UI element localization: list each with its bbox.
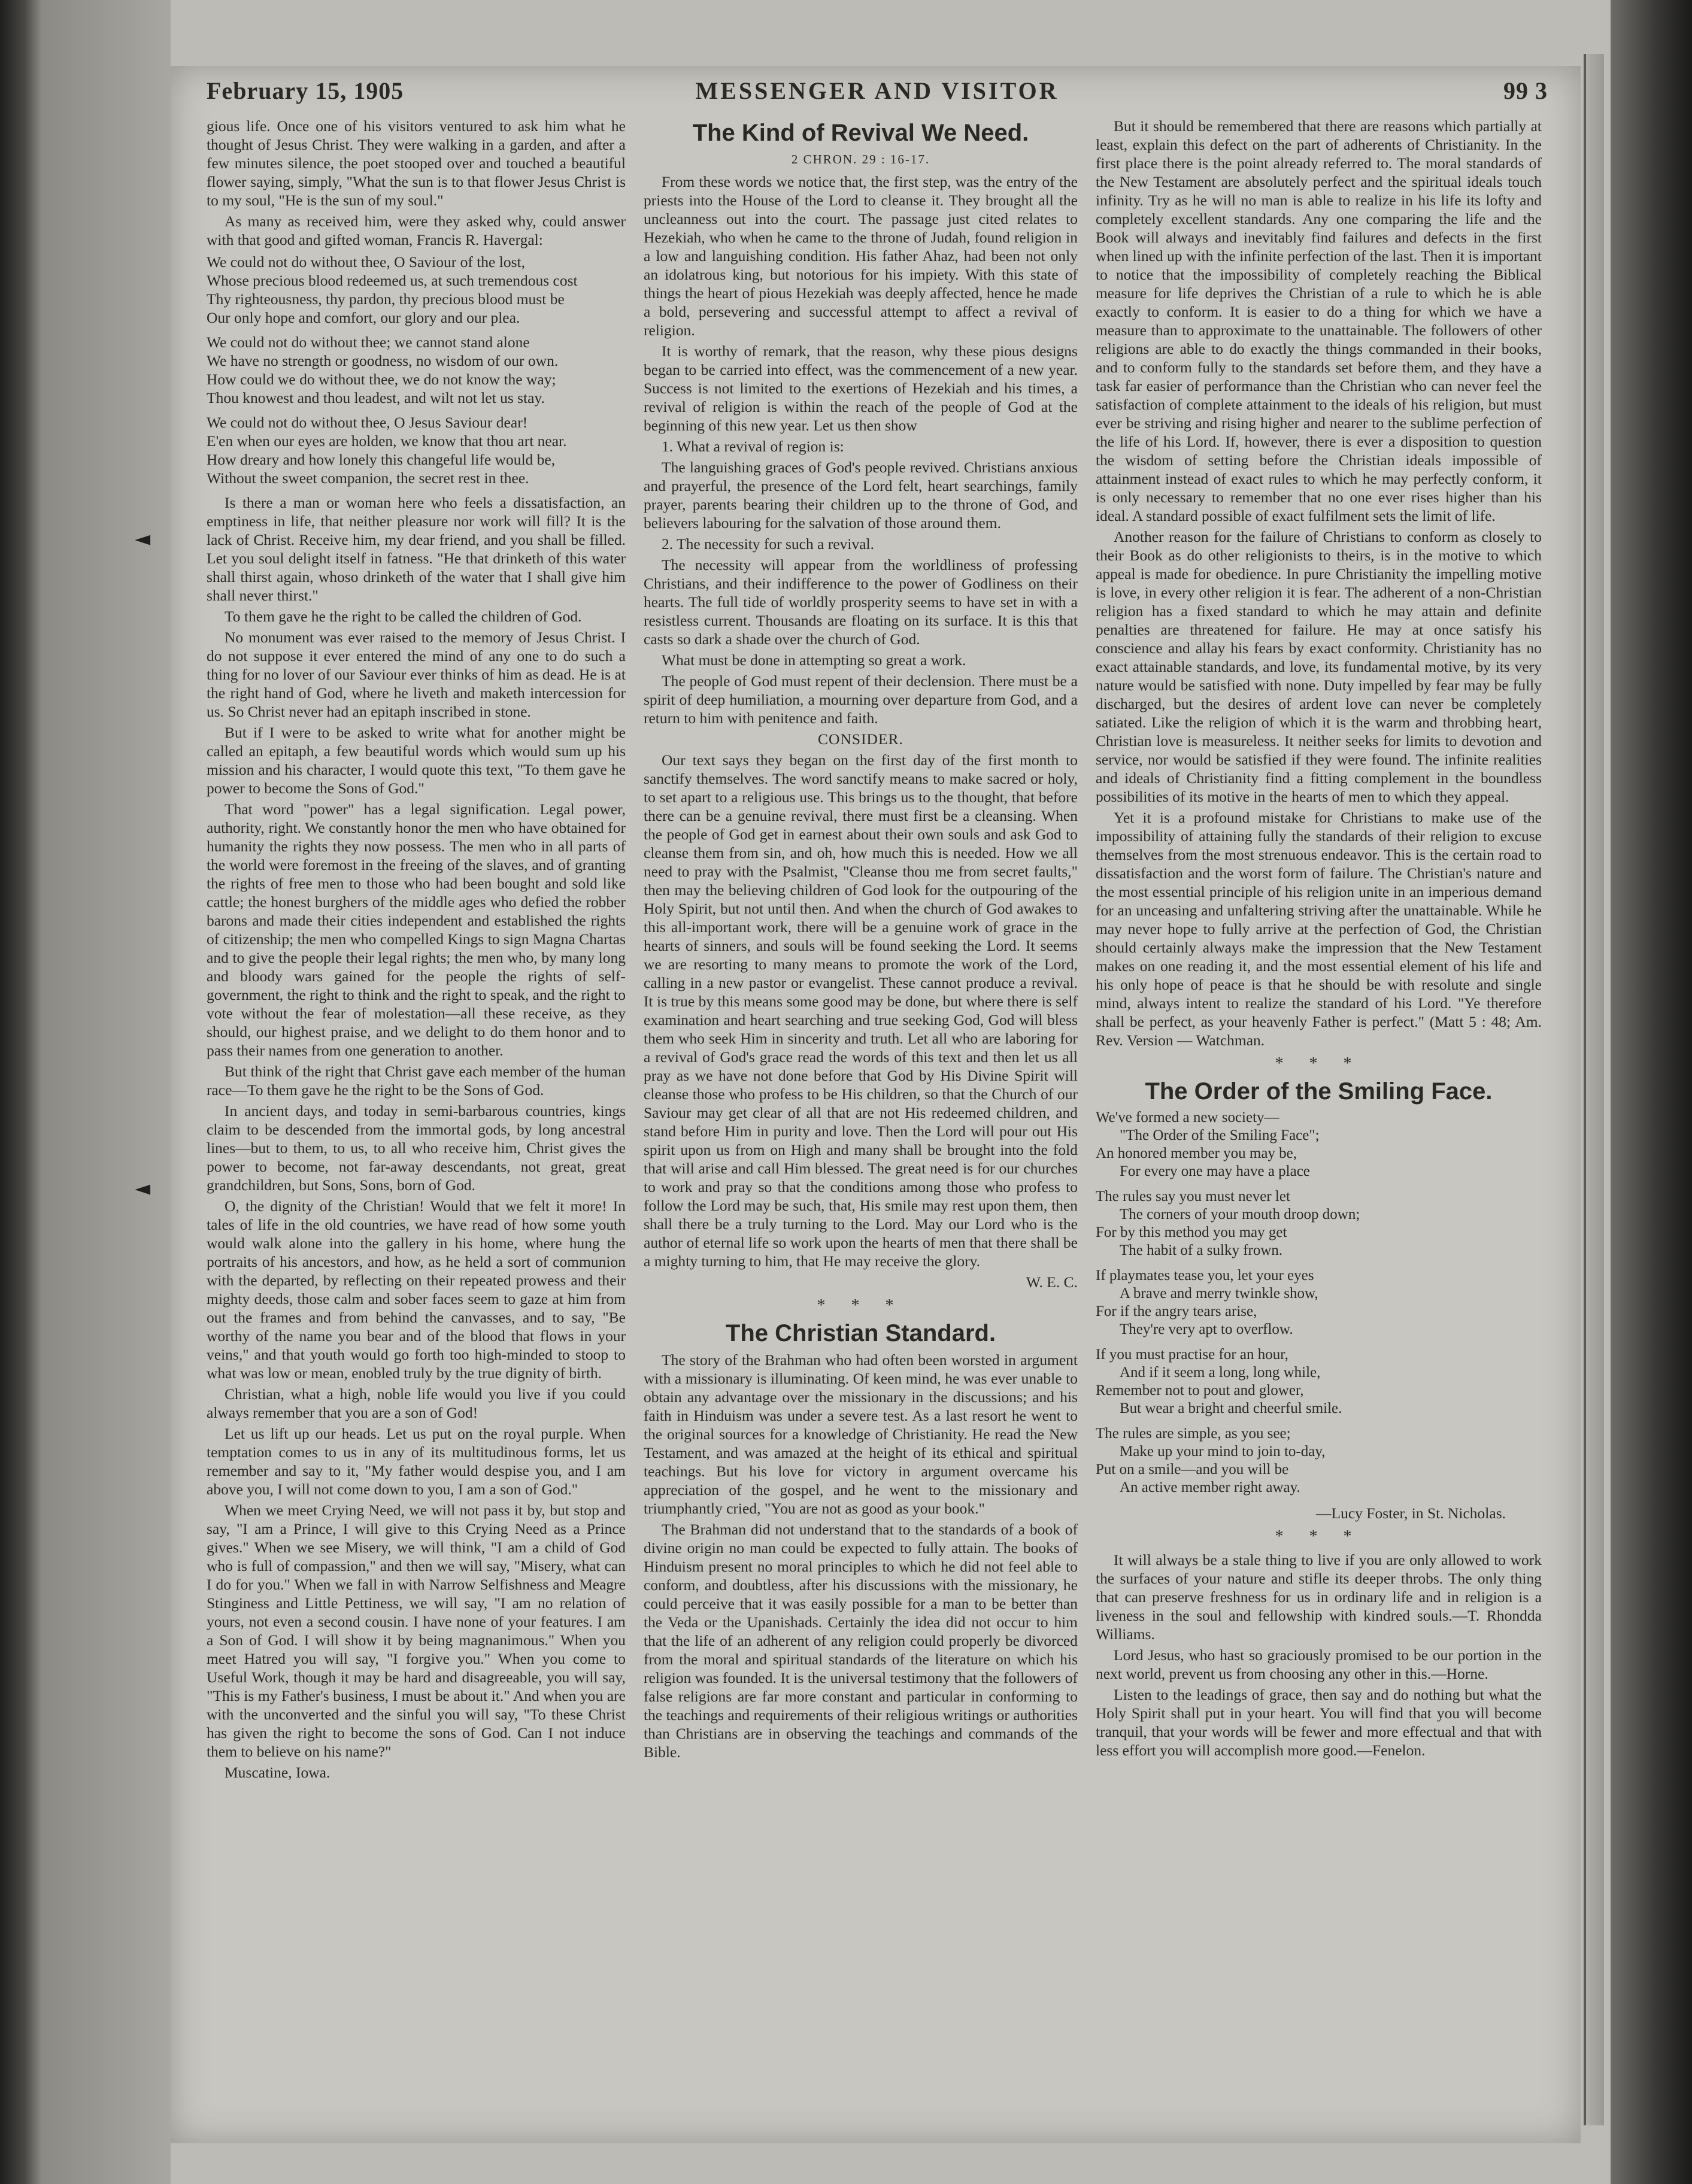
hymn-line: Thy righteousness, thy pardon, thy precious blood must be — [207, 290, 565, 308]
newspaper-page — [171, 66, 1581, 2143]
scan-margin-left — [42, 0, 171, 2184]
header-date: February 15, 1905 — [207, 77, 404, 104]
paragraph: That word "power" has a legal signification. Legal power, authority, right. We constantly honor the men who have obtained for humanity the rights they now possess. The men who in all parts of the world were foremost in the freeing of the slaves, and of granting the rights of free men to those who had been bought and sold like cattle; the honest burghers of the middle ages who defied the robber barons and made their cities independent and established the rights of citizenship; the men who compelled Kings to sign Magna Chartas and to give the people their legal rights; the men who, by many long and bloody wars gained for the people the rights of self-government, the right to think and the right to speak, and the right to vote without the fear of molestation—all these receive, as they should, our highest praise, and we delight to do them honor and to pass their names from one generation to another. — [207, 800, 626, 1059]
paragraph: Lord Jesus, who hast so graciously promised to be our portion in the next world, prevent us from choosing any other in this.—Horne. — [1096, 1646, 1542, 1682]
poem-line: For if the angry tears arise, — [1096, 1303, 1257, 1320]
article-headline: The Christian Standard. — [725, 1320, 996, 1346]
poem-line: The corners of your mouth droop down; — [1120, 1206, 1360, 1223]
poem — [1096, 1109, 1542, 1497]
section-separator: * * * — [1275, 1527, 1363, 1546]
poem-line: If playmates tease you, let your eyes — [1096, 1267, 1314, 1284]
poem-line: The rules are simple, as you see; — [1096, 1425, 1291, 1442]
paragraph: No monument was ever raised to the memory of Jesus Christ. I do not suppose it ever entered the mind of any one to do such a thing for no lover of our Saviour ever thinks of him as dead. He is at the right hand of God, where he liveth and maketh intercession for us. So Christ never had an epitaph inscribed in stone. — [207, 629, 626, 720]
poem-line: Put on a smile—and you will be — [1096, 1461, 1289, 1478]
header-page-number: 99 3 — [1503, 77, 1548, 104]
poem-line: The habit of a sulky frown. — [1120, 1242, 1283, 1258]
paragraph: Is there a man or woman here who feels a dissatisfaction, an emptiness in life, that neither pleasure nor work will fill? It is the lack of Christ. Receive him, my dear friend, and you shall be filled. Let you soul delight itself in fatness. "He that drinketh of this water shall thirst again, whoso drinketh of the water that I shall give him shall never thirst." — [207, 494, 626, 604]
poem-line: For every one may have a place — [1120, 1163, 1310, 1179]
poem-line: Make up your mind to join to-day, — [1120, 1443, 1326, 1460]
paragraph: gious life. Once one of his visitors ventured to ask him what he thought of Jesus Christ. They were walking in a garden, and after a few minutes silence, the poet stooped over and touched a beautiful flower saying, simply, "What the sun is to that flower Jesus Christ is to my soul, "He is the sun of my soul." — [207, 117, 626, 209]
paragraph: To them gave he the right to be called the children of God. — [225, 608, 582, 625]
paragraph: The necessity will appear from the worldliness of professing Christians, and their indifference to the power of Godliness on their hearts. The full tide of worldly prosperity seems to have set in with a resistless current. Thousands are floating on its surface. It is this that casts so dark a shade over the church of God. — [644, 556, 1078, 648]
section-subhead: CONSIDER. — [818, 730, 903, 748]
poem-line: The rules say you must never let — [1096, 1188, 1290, 1205]
hymn-line: E'en when our eyes are holden, we know that thou art near. — [207, 432, 567, 450]
paragraph: Another reason for the failure of Christians to conform as closely to their Book as do other religionists to theirs, is in the motive to which appeal is made for obedience. In pure Christianity the impelling motive is love, in every other religion it is fear. The adherent of a non-Christian religion has a fixed standard to which he may attain and definite penalties are threatened for failure. He may at once satisfy his conscience and allay his fears by exact conformity. Christianity has no exact attainable standards, and love, its fundamental motive, by its very nature would be satisfied with none. Duty impelled by fear may be fully discharged, but the desires of ardent love can never be completely satiated. Like the religion of which it is the warm and throbbing heart, Christian love is measureless. It neither seeks for limits to devotion and service, nor would be satisfied if they were found. The infinite realities and ideals of Christianity find a fitting complement in the boundless possibilities of its motive in the hearts of men to which they appeal. — [1096, 528, 1542, 805]
hymn-line: Thou knowest and thou leadest, and wilt not let us stay. — [207, 389, 545, 407]
paragraph: Christian, what a high, noble life would you live if you could always remember that you are a son of God! — [207, 1385, 626, 1421]
paragraph: The people of God must repent of their declension. There must be a spirit of deep humiliation, a mourning over departure from God, and a return to him with penitence and faith. — [644, 672, 1078, 727]
paragraph: In ancient days, and today in semi-barbarous countries, kings claim to be descended from the immortal gods, by long ancestral lines—but to them, to us, to all who receive him, Christ gives the power to become, not far-away descendants, not great, great grandchildren, but Sons, Sons, born of God. — [207, 1102, 626, 1194]
hymn-line: How could we do without thee, we do not know the way; — [207, 371, 556, 388]
poem-line: An honored member you may be, — [1096, 1145, 1297, 1161]
paragraph: The story of the Brahman who had often been worsted in argument with a missionary is illuminating. Of keen mind, he was ever unable to obtain any advantage over the missionary in the discussions; and his faith in Hinduism was under a severe test. As a last resort he went to the original sources for a knowledge of Christianity. He read the New Testament, and was amazed at the height of its ethical and spiritual teachings. But his love for victory in argument overcame his appreciation of the gospel, and he went to the missionary and triumphantly cried, "You are not as good as your book." — [644, 1351, 1078, 1517]
paragraph: It will always be a stale thing to live if you are only allowed to work the surfaces of your nature and stifle its deeper throbs. The only thing that can preserve freshness for us in ordinary life and in religion is a liveness in the soul and fellowship with kindred souls.—T. Rhondda Williams. — [1096, 1551, 1542, 1643]
paragraph: The languishing graces of God's people revived. Christians anxious and prayerful, the presence of the Lord felt, heart searchings, family prayer, parents bearing their children up to the throne of God, and believers labouring for the salvation of those around them. — [644, 459, 1078, 532]
poem-line: We've formed a new society— — [1096, 1109, 1279, 1126]
hymn-quote — [207, 253, 626, 487]
poem-line: They're very apt to overflow. — [1120, 1321, 1293, 1337]
hymn-line: We could not do without thee, O Jesus Saviour dear! — [207, 414, 528, 431]
hymn-line: We could not do without thee; we cannot stand alone — [207, 333, 530, 351]
column-1 — [207, 117, 626, 2134]
poem-line: For by this method you may get — [1096, 1224, 1287, 1240]
poem-stanza-break — [1096, 1339, 1542, 1346]
scan-border-left — [0, 0, 42, 2184]
paragraph: It is worthy of remark, that the reason, why these pious designs began to be carried into effect, was the commencement of a new year. Success is not limited to the exertions of Hezekiah and his times, a revival of religion is within the reach of the people of God at the beginning of this new year. Let us then show — [644, 342, 1078, 434]
poem-line: A brave and merry twinkle show, — [1120, 1285, 1318, 1302]
paragraph: What must be done in attempting so great a work. — [662, 651, 966, 669]
poem-line: Remember not to pout and glower, — [1096, 1382, 1304, 1399]
hymn-line: Without the sweet companion, the secret rest in thee. — [207, 469, 529, 487]
margin-arrow-mark: ◄ — [135, 1176, 151, 1200]
section-separator: * * * — [817, 1296, 905, 1315]
header-title: MESSENGER AND VISITOR — [695, 77, 1059, 104]
poem-line: If you must practise for an hour, — [1096, 1346, 1288, 1363]
hymn-line: Our only hope and comfort, our glory and our plea. — [207, 309, 520, 326]
paragraph: O, the dignity of the Christian! Would that we felt it more! In tales of life in the old countries, we have read of how some youth would walk alone into the gallery in his home, where hung the portraits of his ancestors, and how, as he held a sort of communion with the departed, by reflecting on their repeated prowess and their mighty deeds, those calm and sober faces seem to gaze at him from out the frames and from behind the canvasses, and to say, "Be worthy of the name you bear and of the blood that flows in your veins," and that youth would go forth too high-minded to stoop to what was low or mean, enobled truly by the true dignity of birth. — [207, 1197, 626, 1382]
hymn-line: How dreary and how lonely this changeful life would be, — [207, 451, 556, 468]
dateline: Muscatine, Iowa. — [225, 1764, 330, 1781]
poem-stanza-break — [1096, 1418, 1542, 1425]
poem-stanza-break — [1096, 1260, 1542, 1267]
paragraph: But if I were to be asked to write what for another might be called an epitaph, a few beautiful words which would sum up his mission and his character, I would quote this text, "To them gave he power to become the Sons of God." — [207, 724, 626, 797]
article-headline: The Order of the Smiling Face. — [1145, 1078, 1493, 1105]
paragraph: When we meet Crying Need, we will not pass it by, but stop and say, "I am a Prince, I will give to this Crying Need as a Prince gives." When we see Misery, we will think, "I am a child of God who is full of compassion," and then we will say, "Misery, what can I do for you." When we fall in with Narrow Selfishness and Meagre Stinginess and Little Pettiness, we will say, "I am no relation of yours, not even a second cousin. I have none of your features. I am a Son of God. I will show it by being magnanimous." When you meet Hatred you will say, "I forgive you." When you come to Useful Work, though it may be hard and disagreeable, you will say, "This is my Father's business, I must be about it." And when you are with the unconverted and the sinful you will say, "To these Christ has given the right to become the sons of God. Can I not induce them to believe on his name?" — [207, 1502, 626, 1760]
article-headline: The Kind of Revival We Need. — [692, 120, 1029, 146]
section-separator: * * * — [1275, 1054, 1363, 1073]
hymn-line: Whose precious blood redeemed us, at such tremendous cost — [207, 272, 578, 289]
poem-line: And if it seem a long, long while, — [1120, 1364, 1321, 1381]
paragraph: 1. What a revival of region is: — [662, 438, 844, 455]
paragraph: But think of the right that Christ gave each member of the human race—To them gave he the right to be the Sons of God. — [207, 1063, 626, 1099]
paragraph: Our text says they began on the first day of the first month to sanctify themselves. The word sanctify means to make sacred or holy, to set apart to a religious use. This brings us to the thought, that before there can be a genuine revival, there must first be a cleansing. When the people of God get in earnest about their own souls and ask God to cleanse them from sin, and oh, how much this is needed. How we all need to pray with the Psalmist, "Cleanse thou me from secret faults," then may the believing children of God look for the outpouring of the Holy Spirit, but not until then. And when the church of God awakes to this all-important work, there will be a genuine work of grace in the hearts of sinners, and souls will be found seeking the Lord. It seems we are resorting to many means to promote the work of the Lord, calling in a new pastor or evangelist. These cannot produce a revival. It is true by this means some good may be done, but where there is self examination and heart searching and true seeking God, God will bless them who seek Him in sincerity and truth. Let all who are laboring for a revival of God's grace read the words of this text and then let us all pray as we have not done before that God by His Divine Spirit will cleanse those who profess to be His children, so that the Church of our Saviour may get clear of all that are not His redeemed children, and stand before Him in purity and love. Then the Lord will pour out His spirit upon us from on High and many shall be brought into the fold that will arise and call Him blessed. The great need is for our churches to work and pray so that the conditions among those who profess to follow the Lord may be such, that, His smile may rest upon them, then shall there be a truly turning to the Lord. May our Lord who is the author of eternal life so work upon the hearts of men that there shall be a mighty turning to him, that He may receive the glory. — [644, 751, 1078, 1270]
poem-stanza-break — [1096, 1181, 1542, 1188]
poem-line: "The Order of the Smiling Face"; — [1120, 1127, 1320, 1143]
paragraph: The Brahman did not understand that to the standards of a book of divine origin no man could be expected to fully attain. The books of Hinduism present no moral principles to which he did not feel able to conform, and doubtless, after his discussions with the missionary, he could perceive that it was easily possible for a man to be better than the Veda or the Upanishads. Certainly the idea did not occur to him that the life of an adherent of any religion could properly be divorced from the moral and spiritual standards of the literature on which his religion was founded. It is the universal testimony that the followers of false religions are far more constant and particular in conforming to the teachings and requirements of their religious writings or authorities than Christians are in observing the teachings and commands of the Bible. — [644, 1521, 1078, 1761]
page-header — [207, 77, 1548, 113]
scan-page-edge-right — [1584, 54, 1604, 2125]
paragraph: From these words we notice that, the first step, was the entry of the priests into the House of the Lord to cleanse it. They brought all the uncleanness out into the court. The passage just cited relates to Hezekiah, who when he came to the throne of Judah, found religion in a low and languishing condition. His father Ahaz, had been not only an idolatrous king, but notorious for his impiety. With this state of things the heart of pious Hezekiah was deeply affected, hence he made a bold, persevering and successful attempt to affect a revival of religion. — [644, 173, 1078, 339]
column-2 — [644, 117, 1078, 2134]
paragraph: Listen to the leadings of grace, then say and do nothing but what the Holy Spirit shall put in your heart. You will find that you will become tranquil, that your words will be fewer and more effectual and that with less effort you will accomplish more good.—Fenelon. — [1096, 1686, 1542, 1759]
paragraph: 2. The necessity for such a revival. — [662, 535, 874, 553]
column-3 — [1096, 117, 1542, 2134]
poem-line: An active member right away. — [1120, 1479, 1300, 1496]
poem-attribution: —Lucy Foster, in St. Nicholas. — [1316, 1504, 1506, 1522]
hymn-line: We have no strength or goodness, no wisdom of our own. — [207, 352, 559, 369]
scripture-reference: 2 CHRON. 29 : 16-17. — [791, 152, 930, 166]
paragraph: But it should be remembered that there are reasons which partially at least, explain this defect on the part of adherents of Christianity. In the first place there is the point already referred to. The moral standards of the New Testament are absolutely perfect and the spiritual ideals touch infinity. Try as he will no man is able to realize in his life its lofty and completely excellent standards. Any one comparing the life and the Book will always and inevitably find failures and defects in the first when lined up with the infinite perfection of the last. Then it is important to notice that the impossibility of completely reaching the Biblical measure for life deprives the Christian of a rule to which he is able exactly to conform. It is easier to do a thing for which we have a measure than to approximate to the unattainable. The followers of other religions are able to do exactly the things commanded in their books, and to conform fully to the standards set before them, and they have a task far easier of performance than the Christian who can never feel the satisfaction of complete attainment to the ideals of his religion, but must ever be striving and rising higher and nearer to the sublime perfection of the life of his Lord. If, however, there is ever a disposition to question the wisdom of setting before the Christian ideals impossible of attainment instead of exact rules to which he may perfectly conform, it is only necessary to remember that no one ever rises higher than his ideal. A standard possible of exact fulfilment sets the limit of life. — [1096, 117, 1542, 524]
scan-border-right — [1611, 0, 1692, 2184]
margin-arrow-mark: ◄ — [135, 527, 151, 551]
hymn-line: We could not do without thee, O Saviour of the lost, — [207, 253, 525, 271]
paragraph: As many as received him, were they asked why, could answer with that good and gifted woman, Francis R. Havergal: — [207, 213, 626, 248]
author-signature: W. E. C. — [1026, 1273, 1078, 1291]
poem-line: But wear a bright and cheerful smile. — [1120, 1400, 1342, 1416]
paragraph: Let us lift up our heads. Let us put on the royal purple. When temptation comes to us in any of its multitudinous forms, let us remember and say to it, "My father would despise you, and I am above you, I will not come down to you, I am a son of God." — [207, 1425, 626, 1498]
paragraph: Yet it is a profound mistake for Christians to make use of the impossibility of attaining fully the standards of their religion to excuse themselves from the most strenuous endeavor. This is the certain road to dissatisfaction and the worst form of failure. The Christian's nature and the most essential principle of his religion unite in an imperious demand for an unceasing and unfaltering striving after the unattainable. While he may never hope to fully arrive at the perfection of God, the Christian should certainly always make the impression that the New Testament makes on one reading it, and the most essential element of his life and his only hope of peace is that he should be with resolute and single mind, always intent to realize the standard of his Lord. "Ye therefore shall be perfect, as your heavenly Father is perfect." (Matt 5 : 48; Am. Rev. Version — Watchman. — [1096, 809, 1542, 1049]
